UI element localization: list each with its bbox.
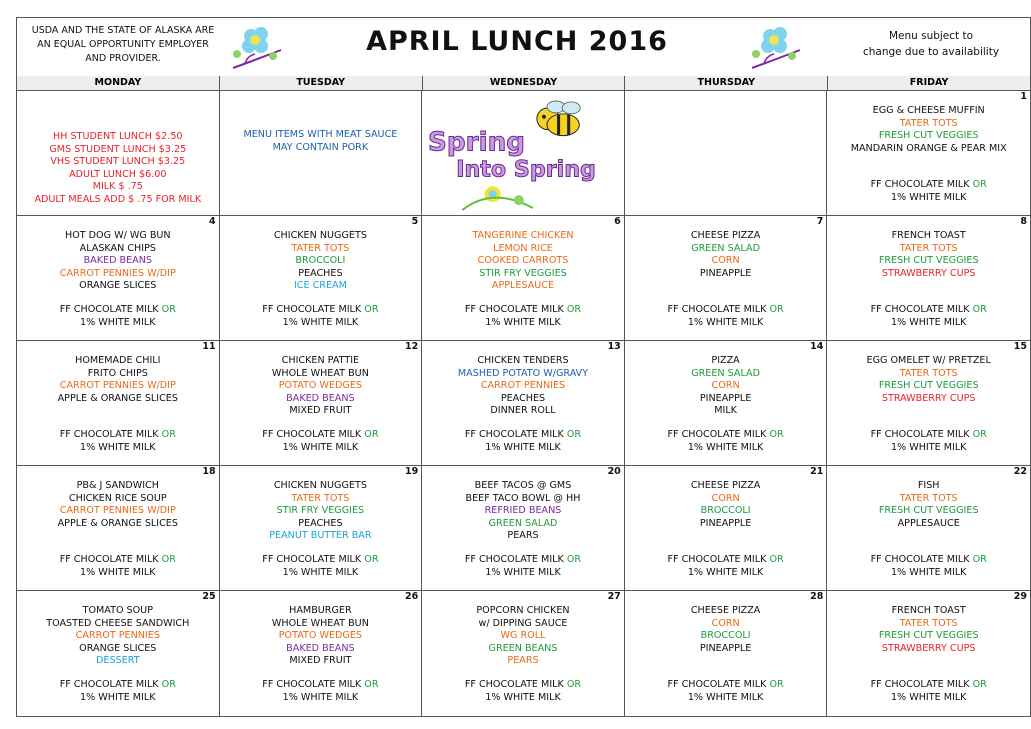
milk-line xyxy=(220,679,422,692)
milk-or: OR xyxy=(364,679,379,690)
day-cell xyxy=(422,466,625,591)
menu-item: CARROT PENNIES W/DIP xyxy=(59,380,176,392)
day-header: TUESDAY xyxy=(220,76,423,90)
milk-options xyxy=(827,304,1030,329)
menu-item: STRAWBERRY CUPS xyxy=(881,267,976,279)
menu-item: STIR FRY VEGGIES xyxy=(276,505,365,517)
menu-item: CORN xyxy=(711,492,740,504)
menu-item: MANDARIN ORANGE & PEAR MIX xyxy=(850,142,1007,154)
milk-line xyxy=(422,554,624,567)
milk-options xyxy=(625,679,827,704)
menu-item: ORANGE SLICES xyxy=(79,280,157,292)
menu-item: GREEN SALAD xyxy=(488,517,558,529)
menu-item: PINEAPPLE xyxy=(699,642,752,654)
price-line: ADULT MEALS ADD $ .75 FOR MILK xyxy=(34,193,202,205)
ff-milk: FF CHOCOLATE MILK xyxy=(870,179,970,190)
menu-item: DESSERT xyxy=(96,655,140,667)
menu-item: PEARS xyxy=(507,530,539,542)
menu-items xyxy=(625,605,827,655)
milk-or: OR xyxy=(769,304,784,315)
white-milk: 1% WHITE MILK xyxy=(485,316,561,328)
milk-line xyxy=(827,304,1030,317)
empty-day-cell xyxy=(625,91,828,216)
white-milk: 1% WHITE MILK xyxy=(687,441,764,453)
milk-line xyxy=(17,554,219,567)
day-number: 25 xyxy=(202,591,216,602)
ff-milk: FF CHOCOLATE MILK xyxy=(870,554,970,565)
spring-logo-text: Spring xyxy=(428,127,526,158)
menu-item: TATER TOTS xyxy=(291,242,350,254)
spring-logo-text: Into Spring xyxy=(456,157,597,183)
white-milk: 1% WHITE MILK xyxy=(282,316,359,328)
menu-item: CORN xyxy=(711,380,740,392)
white-milk: 1% WHITE MILK xyxy=(687,316,764,328)
menu-item: CARROT PENNIES xyxy=(75,630,160,642)
milk-or: OR xyxy=(161,304,176,315)
menu-item: PEARS xyxy=(507,655,539,667)
milk-options xyxy=(17,554,219,579)
milk-line xyxy=(422,304,624,317)
white-milk: 1% WHITE MILK xyxy=(80,691,156,703)
flower-icon xyxy=(225,20,289,74)
day-number: 19 xyxy=(404,466,419,477)
milk-line xyxy=(625,429,827,442)
price-info-cell xyxy=(17,91,220,216)
menu-item: ICE CREAM xyxy=(293,280,347,292)
usda-line: AND PROVIDER. xyxy=(85,53,161,64)
usda-statement xyxy=(23,24,223,66)
menu-item: ALASKAN CHIPS xyxy=(79,242,156,254)
note-line: MENU ITEMS WITH MEAT SAUCE xyxy=(243,129,398,140)
menu-items xyxy=(422,480,624,543)
ff-milk: FF CHOCOLATE MILK xyxy=(464,679,564,690)
day-header: MONDAY xyxy=(17,76,220,90)
milk-options xyxy=(422,304,624,329)
milk-options xyxy=(422,429,624,454)
day-cell xyxy=(220,591,423,716)
ff-milk: FF CHOCOLATE MILK xyxy=(667,554,767,565)
milk-or: OR xyxy=(769,679,784,690)
menu-item: PEACHES xyxy=(500,392,546,404)
menu-item: STRAWBERRY CUPS xyxy=(881,392,976,404)
milk-options xyxy=(625,429,827,454)
menu-item: PINEAPPLE xyxy=(699,517,752,529)
menu-items xyxy=(827,230,1030,280)
menu-item: APPLESAUCE xyxy=(491,280,555,292)
milk-options xyxy=(827,429,1030,454)
milk-or: OR xyxy=(364,304,379,315)
day-number: 27 xyxy=(607,591,621,602)
milk-options xyxy=(17,304,219,329)
milk-or: OR xyxy=(161,679,176,690)
menu-item: CHICKEN RICE SOUP xyxy=(68,492,167,504)
menu-item: MIXED FRUIT xyxy=(289,655,352,667)
milk-or: OR xyxy=(769,429,784,440)
pork-notice-cell xyxy=(220,91,423,216)
milk-options xyxy=(220,554,422,579)
day-number: 29 xyxy=(1013,591,1027,602)
menu-item: POPCORN CHICKEN xyxy=(476,605,570,616)
menu-item: CHICKEN TENDERS xyxy=(477,355,569,366)
menu-item: FRESH CUT VEGGIES xyxy=(878,255,979,267)
milk-options xyxy=(220,429,422,454)
milk-options xyxy=(422,679,624,704)
milk-options xyxy=(17,679,219,704)
white-milk: 1% WHITE MILK xyxy=(890,441,967,453)
menu-item: CARROT PENNIES xyxy=(480,380,566,392)
menu-item: DINNER ROLL xyxy=(490,405,556,417)
milk-options xyxy=(220,304,422,329)
menu-item: TOMATO SOUP xyxy=(82,605,153,616)
menu-item: REFRIED BEANS xyxy=(484,505,562,517)
milk-line xyxy=(625,554,827,567)
white-milk: 1% WHITE MILK xyxy=(687,566,764,578)
menu-item: CHEESE PIZZA xyxy=(690,605,761,616)
milk-options xyxy=(827,679,1030,704)
milk-or: OR xyxy=(769,554,784,565)
menu-item: FRESH CUT VEGGIES xyxy=(878,630,979,642)
menu-item: EGG & CHEESE MUFFIN xyxy=(872,105,985,116)
menu-item: PIZZA xyxy=(711,355,740,366)
day-number: 6 xyxy=(614,216,621,227)
milk-line xyxy=(220,429,422,442)
day-cell xyxy=(625,216,828,341)
menu-item: EGG OMELET W/ PRETZEL xyxy=(866,355,991,366)
day-cell xyxy=(827,91,1030,216)
price-line: GMS STUDENT LUNCH $3.25 xyxy=(49,143,187,155)
menu-item: HAMBURGER xyxy=(289,605,352,616)
white-milk: 1% WHITE MILK xyxy=(485,691,561,703)
ff-milk: FF CHOCOLATE MILK xyxy=(59,304,159,315)
menu-item: APPLESAUCE xyxy=(897,517,960,529)
menu-item: STRAWBERRY CUPS xyxy=(881,642,976,654)
menu-items xyxy=(17,355,219,405)
menu-items xyxy=(422,355,624,418)
milk-line xyxy=(17,304,219,317)
page-title: APRIL LUNCH 2016 xyxy=(366,26,668,57)
day-cell xyxy=(827,341,1030,466)
day-cell xyxy=(17,216,220,341)
day-number: 8 xyxy=(1020,216,1027,227)
menu-item: FRENCH TOAST xyxy=(891,605,966,616)
day-number: 20 xyxy=(607,466,621,477)
menu-item: CHICKEN PATTIE xyxy=(281,355,360,366)
day-cell xyxy=(625,341,828,466)
ff-milk: FF CHOCOLATE MILK xyxy=(667,679,767,690)
milk-or: OR xyxy=(972,179,987,190)
availability-notice xyxy=(846,28,1016,60)
menu-item: BROCCOLI xyxy=(700,630,751,642)
white-milk: 1% WHITE MILK xyxy=(485,566,561,578)
day-header: WEDNESDAY xyxy=(423,76,626,90)
milk-line xyxy=(17,679,219,692)
milk-line xyxy=(827,554,1030,567)
menu-item: BROCCOLI xyxy=(700,505,751,517)
menu-items xyxy=(827,355,1030,405)
milk-options xyxy=(422,554,624,579)
ff-milk: FF CHOCOLATE MILK xyxy=(870,304,970,315)
ff-milk: FF CHOCOLATE MILK xyxy=(667,304,767,315)
menu-items xyxy=(422,605,624,668)
menu-item: WHOLE WHEAT BUN xyxy=(271,617,369,629)
day-number: 4 xyxy=(208,216,216,227)
milk-or: OR xyxy=(566,679,582,690)
white-milk: 1% WHITE MILK xyxy=(80,316,156,328)
day-header: FRIDAY xyxy=(909,77,949,88)
ff-milk: FF CHOCOLATE MILK xyxy=(262,554,362,565)
menu-item: CARROT PENNIES W/DIP xyxy=(59,267,176,279)
menu-item: APPLE & ORANGE SLICES xyxy=(57,392,178,404)
milk-line xyxy=(422,429,624,442)
menu-item: PEANUT BUTTER BAR xyxy=(269,530,372,542)
white-milk: 1% WHITE MILK xyxy=(80,566,156,578)
milk-options xyxy=(17,429,219,454)
milk-line xyxy=(422,679,624,692)
menu-items xyxy=(220,355,422,418)
white-milk: 1% WHITE MILK xyxy=(282,441,359,453)
ff-milk: FF CHOCOLATE MILK xyxy=(464,304,564,315)
flower-icon xyxy=(744,20,808,74)
menu-item: CORN xyxy=(711,255,740,267)
day-cell xyxy=(220,466,423,591)
menu-items xyxy=(220,230,422,293)
ff-milk: FF CHOCOLATE MILK xyxy=(464,554,564,565)
menu-item: CHICKEN NUGGETS xyxy=(273,230,367,241)
menu-item: TANGERINE CHICKEN xyxy=(472,230,574,241)
day-cell xyxy=(827,466,1030,591)
ff-milk: FF CHOCOLATE MILK xyxy=(262,429,362,440)
menu-item: PINEAPPLE xyxy=(699,392,752,404)
menu-items xyxy=(422,230,624,293)
menu-item: TATER TOTS xyxy=(899,242,958,254)
menu-item: MILK xyxy=(714,405,737,417)
menu-items xyxy=(17,480,219,530)
white-milk: 1% WHITE MILK xyxy=(282,691,359,703)
notice-line: change due to availability xyxy=(862,46,1000,58)
menu-items xyxy=(17,605,219,668)
day-cell xyxy=(17,466,220,591)
menu-item: PB& J SANDWICH xyxy=(76,480,159,491)
menu-item: BAKED BEANS xyxy=(286,642,355,654)
menu-item: BROCCOLI xyxy=(295,255,346,267)
milk-or: OR xyxy=(566,429,582,440)
menu-item: FISH xyxy=(917,480,940,491)
menu-item: LEMON RICE xyxy=(493,242,553,254)
ff-milk: FF CHOCOLATE MILK xyxy=(59,554,159,565)
menu-item: TATER TOTS xyxy=(899,117,958,129)
day-cell xyxy=(422,341,625,466)
milk-options xyxy=(220,679,422,704)
day-cell xyxy=(422,591,625,716)
menu-item: GREEN SALAD xyxy=(691,367,760,379)
menu-item: w/ DIPPING SAUCE xyxy=(478,617,568,629)
menu-item: MIXED FRUIT xyxy=(289,405,352,417)
weekday-header-row xyxy=(17,76,1030,91)
menu-item: POTATO WEDGES xyxy=(278,630,363,642)
white-milk: 1% WHITE MILK xyxy=(80,441,156,453)
day-number: 11 xyxy=(202,341,216,352)
menu-item: CARROT PENNIES W/DIP xyxy=(59,505,176,517)
menu-items xyxy=(827,105,1030,155)
ff-milk: FF CHOCOLATE MILK xyxy=(262,679,362,690)
day-number: 13 xyxy=(607,341,621,352)
menu-item: BAKED BEANS xyxy=(286,392,355,404)
day-number: 22 xyxy=(1013,466,1027,477)
menu-item: TOASTED CHEESE SANDWICH xyxy=(46,617,190,629)
menu-item: STIR FRY VEGGIES xyxy=(479,267,567,279)
milk-or: OR xyxy=(566,304,582,315)
day-number: 1 xyxy=(1020,91,1027,102)
menu-items xyxy=(625,480,827,530)
menu-item: FRESH CUT VEGGIES xyxy=(878,380,979,392)
menu-item: FRESH CUT VEGGIES xyxy=(878,130,979,142)
day-number: 12 xyxy=(404,341,419,352)
milk-or: OR xyxy=(364,554,379,565)
milk-options xyxy=(625,304,827,329)
menu-item: APPLE & ORANGE SLICES xyxy=(57,517,178,529)
day-cell xyxy=(422,216,625,341)
menu-item: BEEF TACOS @ GMS xyxy=(474,480,572,491)
milk-or: OR xyxy=(972,554,987,565)
menu-items xyxy=(625,355,827,418)
day-number: 7 xyxy=(816,216,824,227)
menu-item: POTATO WEDGES xyxy=(278,380,363,392)
spring-into-spring-logo xyxy=(422,91,624,215)
day-number: 14 xyxy=(810,341,824,352)
day-cell xyxy=(625,591,828,716)
milk-or: OR xyxy=(161,429,176,440)
white-milk: 1% WHITE MILK xyxy=(687,691,764,703)
milk-or: OR xyxy=(972,304,987,315)
menu-header xyxy=(17,18,1030,77)
day-cell xyxy=(827,591,1030,716)
milk-options xyxy=(625,554,827,579)
day-number: 26 xyxy=(404,591,419,602)
lunch-menu-sheet xyxy=(16,17,1031,717)
menu-item: BAKED BEANS xyxy=(83,255,152,267)
menu-item: WHOLE WHEAT BUN xyxy=(271,367,369,379)
milk-line xyxy=(827,179,1030,192)
menu-item: COOKED CARROTS xyxy=(477,255,569,267)
menu-items xyxy=(17,230,219,293)
day-number: 28 xyxy=(810,591,824,602)
menu-items xyxy=(220,605,422,668)
milk-or: OR xyxy=(972,429,987,440)
ff-milk: FF CHOCOLATE MILK xyxy=(59,429,159,440)
menu-item: TATER TOTS xyxy=(899,617,958,629)
milk-line xyxy=(17,429,219,442)
milk-options xyxy=(827,554,1030,579)
note-line: MAY CONTAIN PORK xyxy=(272,141,369,153)
milk-or: OR xyxy=(364,429,379,440)
milk-or: OR xyxy=(972,679,987,690)
milk-line xyxy=(625,679,827,692)
menu-item: TATER TOTS xyxy=(291,492,350,504)
menu-item: ORANGE SLICES xyxy=(79,642,157,654)
menu-item: GREEN BEANS xyxy=(488,642,558,654)
notice-line: Menu subject to xyxy=(888,30,974,42)
white-milk: 1% WHITE MILK xyxy=(890,566,967,578)
usda-line: USDA AND THE STATE OF ALASKA ARE xyxy=(31,25,215,36)
ff-milk: FF CHOCOLATE MILK xyxy=(59,679,159,690)
menu-item: PINEAPPLE xyxy=(699,267,752,279)
ff-milk: FF CHOCOLATE MILK xyxy=(464,429,564,440)
usda-line: AN EQUAL OPPORTUNITY EMPLOYER xyxy=(37,39,209,50)
menu-item: FRESH CUT VEGGIES xyxy=(878,505,979,517)
menu-item: WG ROLL xyxy=(500,630,546,642)
ff-milk: FF CHOCOLATE MILK xyxy=(870,429,970,440)
milk-or: OR xyxy=(161,554,176,565)
price-line: ADULT LUNCH $6.00 xyxy=(69,168,167,180)
price-line: MILK $ .75 xyxy=(92,181,143,193)
white-milk: 1% WHITE MILK xyxy=(282,566,359,578)
menu-item: CHEESE PIZZA xyxy=(690,230,761,241)
price-line: HH STUDENT LUNCH $2.50 xyxy=(53,131,183,142)
day-cell xyxy=(220,216,423,341)
menu-item: TATER TOTS xyxy=(899,492,958,504)
ff-milk: FF CHOCOLATE MILK xyxy=(667,429,767,440)
day-number: 5 xyxy=(411,216,419,227)
milk-line xyxy=(625,304,827,317)
menu-item: CORN xyxy=(711,617,740,629)
milk-line xyxy=(220,554,422,567)
menu-items xyxy=(220,480,422,543)
spring-logo-cell xyxy=(422,91,625,216)
menu-item: PEACHES xyxy=(298,267,343,279)
day-cell xyxy=(827,216,1030,341)
day-number: 21 xyxy=(810,466,824,477)
milk-or: OR xyxy=(566,554,582,565)
price-line: VHS STUDENT LUNCH $3.25 xyxy=(50,156,186,168)
menu-item: CHICKEN NUGGETS xyxy=(273,480,367,491)
white-milk: 1% WHITE MILK xyxy=(890,316,967,328)
calendar-grid xyxy=(17,91,1030,716)
menu-item: CHEESE PIZZA xyxy=(690,480,761,491)
menu-item: HOT DOG W/ WG BUN xyxy=(64,230,171,241)
milk-line xyxy=(827,429,1030,442)
white-milk: 1% WHITE MILK xyxy=(485,441,561,453)
day-header: THURSDAY xyxy=(625,76,828,90)
milk-line xyxy=(220,304,422,317)
day-cell xyxy=(17,341,220,466)
milk-line xyxy=(827,679,1030,692)
menu-item: MASHED POTATO W/GRAVY xyxy=(457,367,589,379)
menu-item: TATER TOTS xyxy=(899,367,958,379)
white-milk: 1% WHITE MILK xyxy=(890,691,967,703)
menu-item: PEACHES xyxy=(298,517,343,529)
milk-options xyxy=(827,179,1030,204)
day-cell xyxy=(220,341,423,466)
ff-milk: FF CHOCOLATE MILK xyxy=(262,304,362,315)
menu-items xyxy=(625,230,827,280)
ff-milk: FF CHOCOLATE MILK xyxy=(870,679,970,690)
menu-item: FRITO CHIPS xyxy=(87,367,148,379)
menu-item: BEEF TACO BOWL @ HH xyxy=(465,492,581,504)
day-cell xyxy=(625,466,828,591)
day-number: 15 xyxy=(1013,341,1027,352)
menu-items xyxy=(827,480,1030,530)
white-milk: 1% WHITE MILK xyxy=(890,191,967,203)
menu-items xyxy=(827,605,1030,655)
menu-item: GREEN SALAD xyxy=(691,242,760,254)
day-cell xyxy=(17,591,220,716)
menu-item: HOMEMADE CHILI xyxy=(75,355,161,366)
day-number: 18 xyxy=(202,466,216,477)
menu-item: FRENCH TOAST xyxy=(891,230,966,241)
